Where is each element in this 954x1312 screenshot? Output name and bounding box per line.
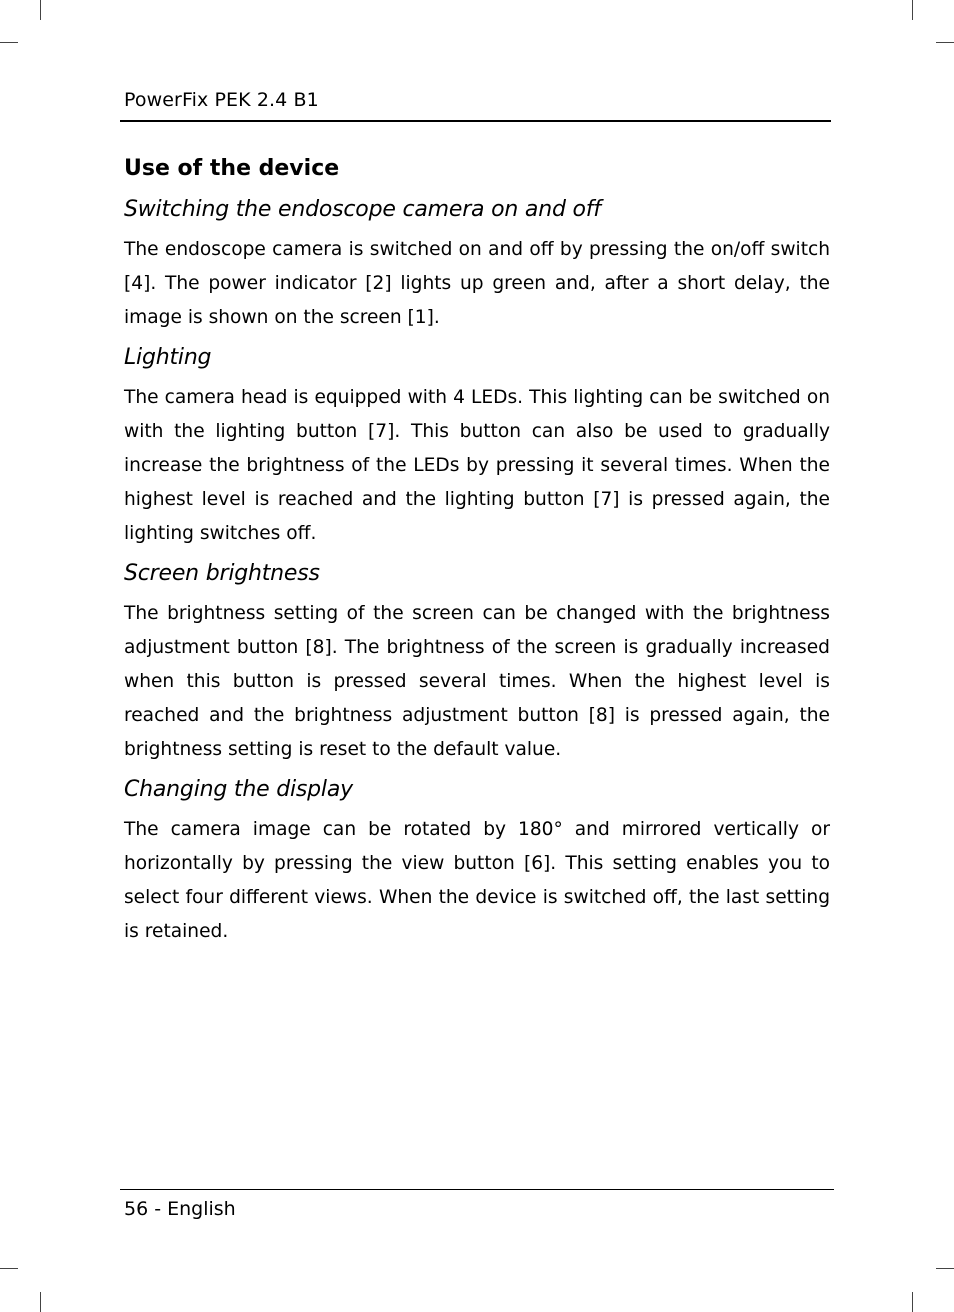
crop-mark-bottom-right (912, 1292, 913, 1312)
paragraph-switching: The endoscope camera is switched on and off by pressing the on/off switch [4]. The power indicator [2] lights up green and, after a short delay, the image is shown on the screen [1]. (124, 239, 830, 328)
running-header: PowerFix PEK 2.4 B1 (124, 89, 319, 111)
subheading-switching: Switching the endoscope camera on and off (124, 197, 601, 222)
paragraph-changing-display: The camera image can be rotated by 180° and mirrored vertically or horizontally by pressing the view button [6]. This setting enables you to select four different views. When the device is switched off, the last setting is retained. (124, 819, 830, 942)
crop-mark-left-bottom (0, 1268, 18, 1269)
subheading-screen-brightness: Screen brightness (124, 561, 320, 586)
footer-rule (120, 1189, 834, 1190)
subheading-lighting: Lighting (124, 345, 212, 370)
crop-mark-right-bottom (936, 1268, 954, 1269)
crop-mark-left-top (0, 42, 18, 43)
page-content (124, 153, 830, 955)
paragraph-lighting: The camera head is equipped with 4 LEDs. This lighting can be switched on with the lighting button [7]. This button can also be used to gradually increase the brightness of the LEDs by pressing it several times. When the highest level is reached and the lighting button [7] is pressed again, the lighting switches off. (124, 387, 830, 544)
section-title: Use of the device (124, 156, 340, 181)
page-number: 56 - English (124, 1198, 236, 1220)
crop-mark-right-top (936, 42, 954, 43)
crop-mark-top-right (912, 0, 913, 20)
crop-mark-top-left (40, 0, 41, 20)
subheading-changing-display: Changing the display (124, 777, 353, 802)
paragraph-screen-brightness: The brightness setting of the screen can be changed with the brightness adjustment button [8]. The brightness of the screen is gradually increased when this button is pressed several times. When the highest level is reached and the brightness adjustment button [8] is pressed again, the brightness setting is reset to the default value. (124, 603, 830, 760)
header-rule (120, 120, 831, 122)
crop-mark-bottom-left (40, 1292, 41, 1312)
